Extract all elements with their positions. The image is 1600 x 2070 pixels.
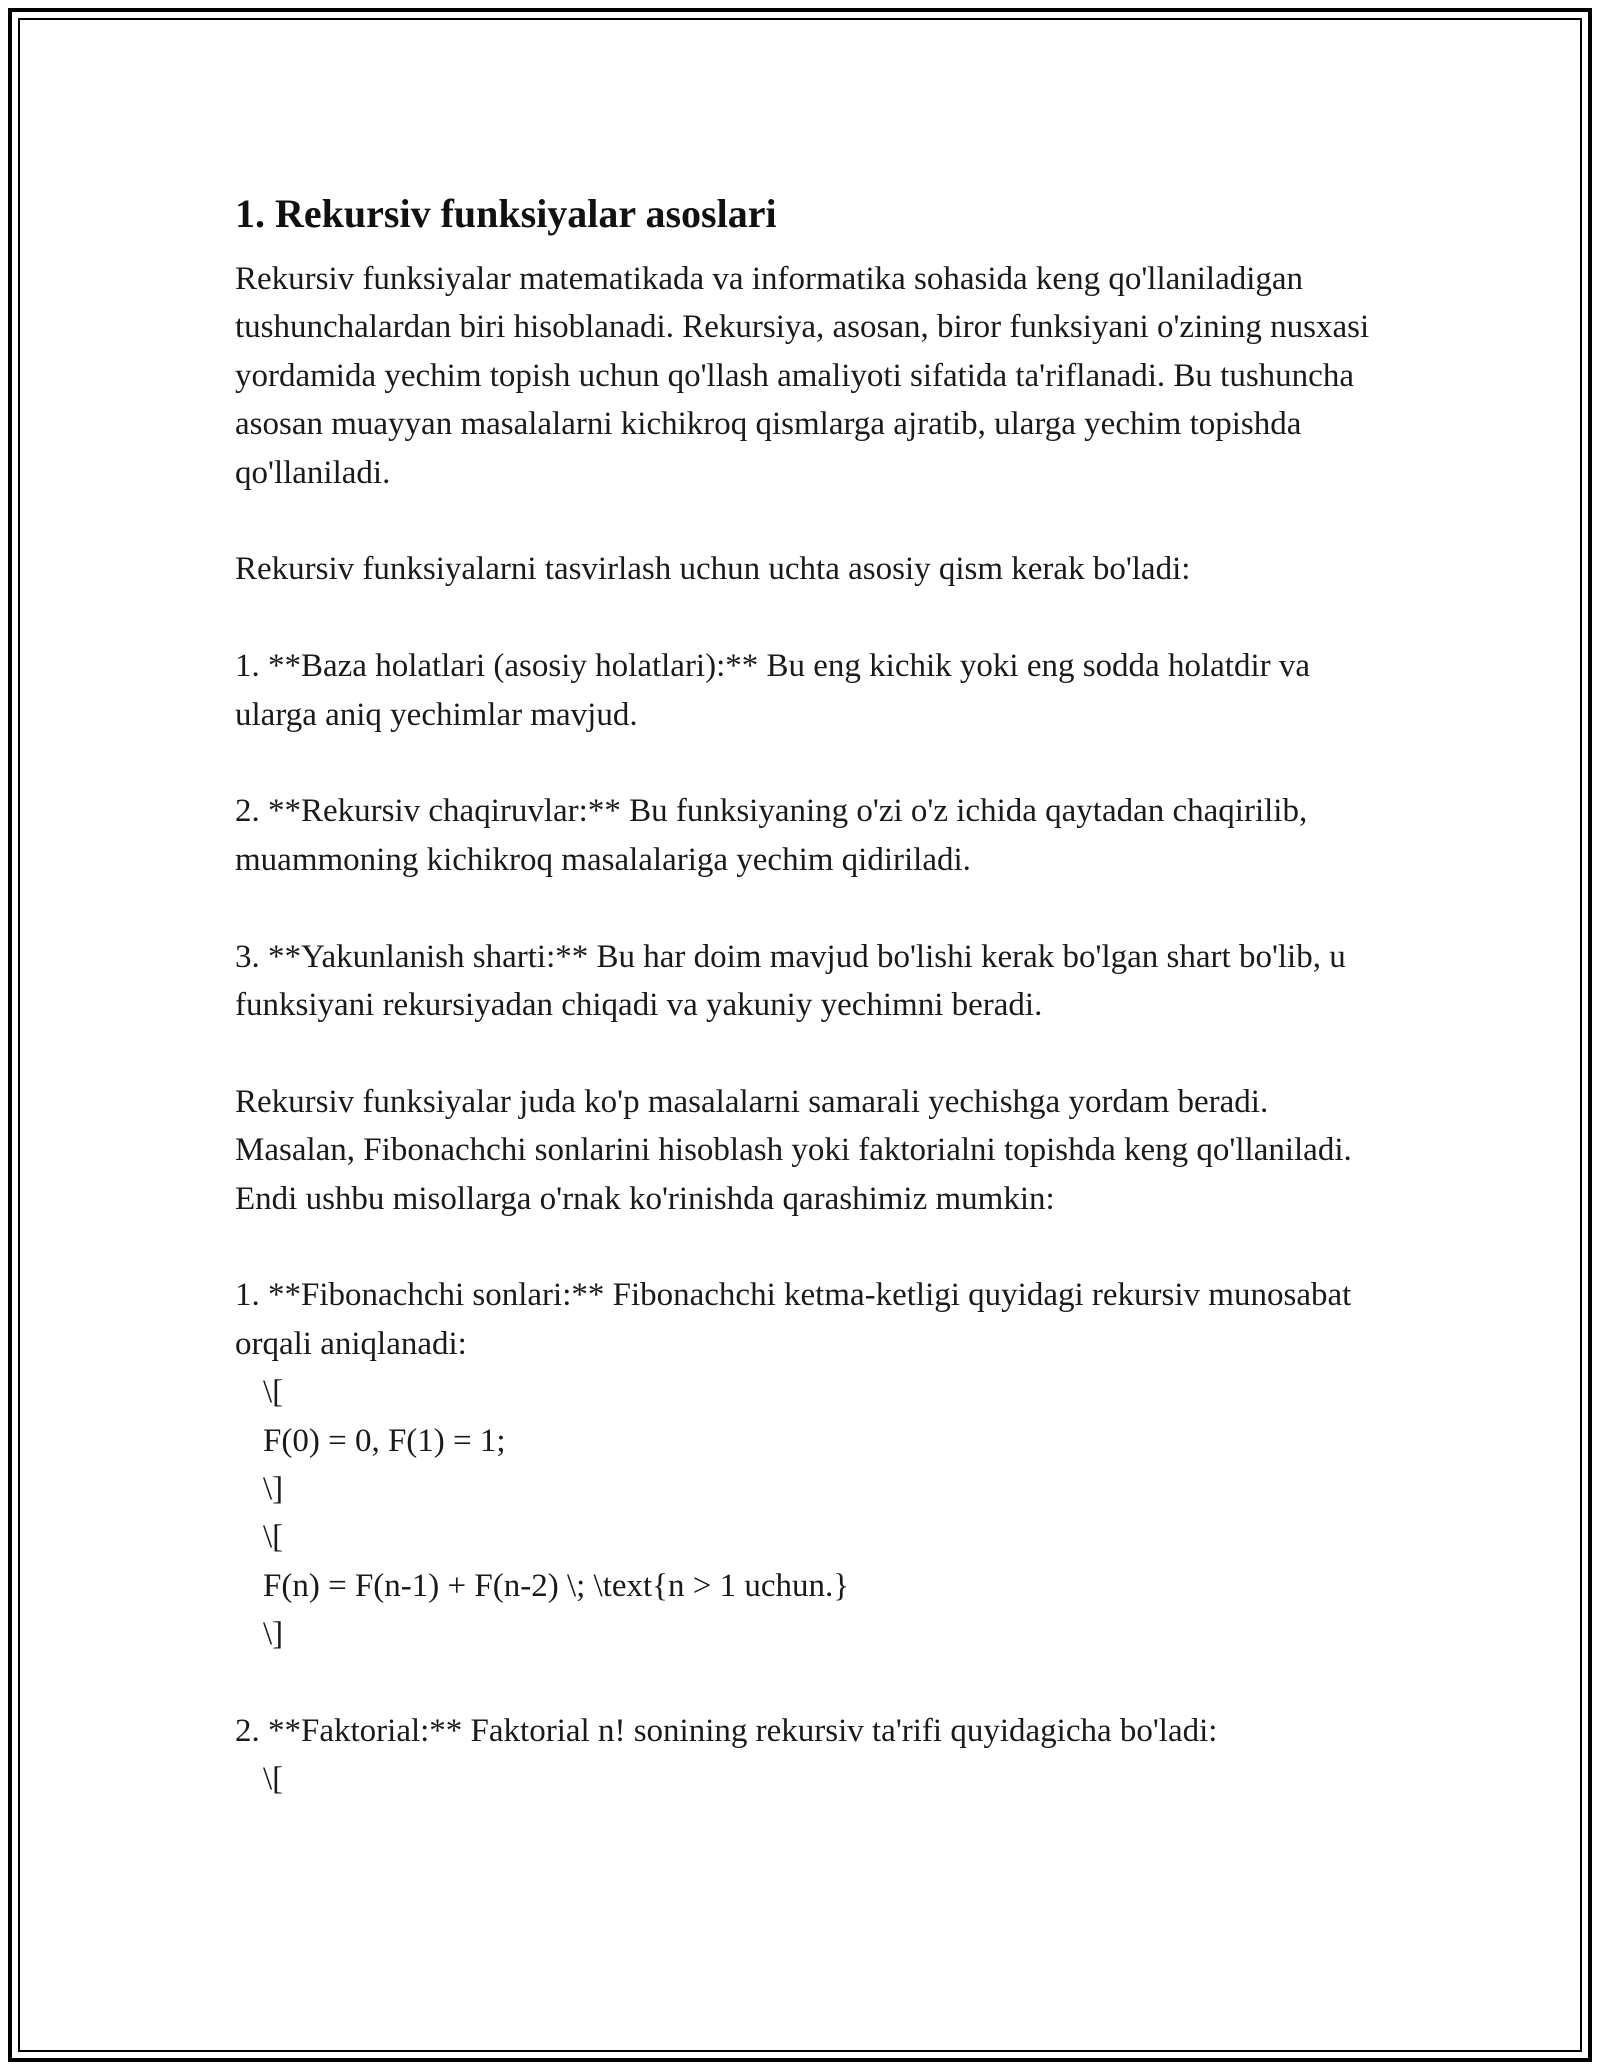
part-1-paragraph: 1. **Baza holatlari (asosiy holatlari):** Bu eng kichik yoki eng sodda holatdir va ularga aniq yechimlar mavjud. [235, 648, 1310, 733]
parts-intro-paragraph: Rekursiv funksiyalarni tasvirlash uchun uchta asosiy qism kerak bo'ladi: [235, 551, 1191, 588]
formula-line: \[ [263, 1761, 284, 1798]
formula-line: \] [263, 1471, 284, 1508]
example-1-paragraph: 1. **Fibonachchi sonlari:** Fibonachchi ketma-ketligi quyidagi rekursiv munosabat orqali aniqlanadi: [235, 1277, 1352, 1362]
part-2-paragraph: 2. **Rekursiv chaqiruvlar:** Bu funksiyaning o'zi o'z ichida qaytadan chaqirilib, muammoning kichikroq masalalariga yechim qidiriladi. [235, 793, 1308, 878]
intro-paragraph: Rekursiv funksiyalar matematikada va informatika sohasida keng qo'llaniladigan tushunchalardan biri hisoblanadi. Rekursiya, asosan, biror funksiyani o'zining nusxasi yordamida yechim topish uchun qo'llash amaliyoti sifatida ta'riflanadi. Bu tushuncha asosan muayyan masalalarni kichikroq qismlarga ajratib, ularga yechim topishda qo'llaniladi. [235, 261, 1370, 491]
document-body [235, 180, 1375, 1804]
part-3-paragraph: 3. **Yakunlanish sharti:** Bu har doim mavjud bo'lishi kerak bo'lgan shart bo'lib, u funksiyani rekursiyadan chiqadi va yakuniy yechimni beradi. [235, 938, 1346, 1024]
fibonacci-formula-block [235, 1368, 1375, 1658]
section-heading: 1. Rekursiv funksiyalar asoslari [235, 191, 777, 236]
examples-intro-paragraph: Rekursiv funksiyalar juda ko'p masalalarni samarali yechishga yordam beradi. Masalan, Fibonachchi sonlarini hisoblash yoki faktorialni topishda keng qo'llaniladi. Endi ushbu misollarga o'rnak ko'rinishda qarashimiz mumkin: [235, 1083, 1352, 1217]
example-2-paragraph: 2. **Faktorial:** Faktorial n! sonining rekursiv ta'rifi quyidagicha bo'ladi: [235, 1713, 1218, 1750]
formula-line: \[ [263, 1374, 284, 1411]
formula-line: \[ [263, 1519, 284, 1556]
formula-line: F(0) = 0, F(1) = 1; [263, 1422, 506, 1459]
factorial-formula-block [235, 1755, 1375, 1803]
formula-line: F(n) = F(n-1) + F(n-2) \; \text{n > 1 uchun.} [263, 1567, 850, 1604]
formula-line: \] [263, 1616, 284, 1653]
